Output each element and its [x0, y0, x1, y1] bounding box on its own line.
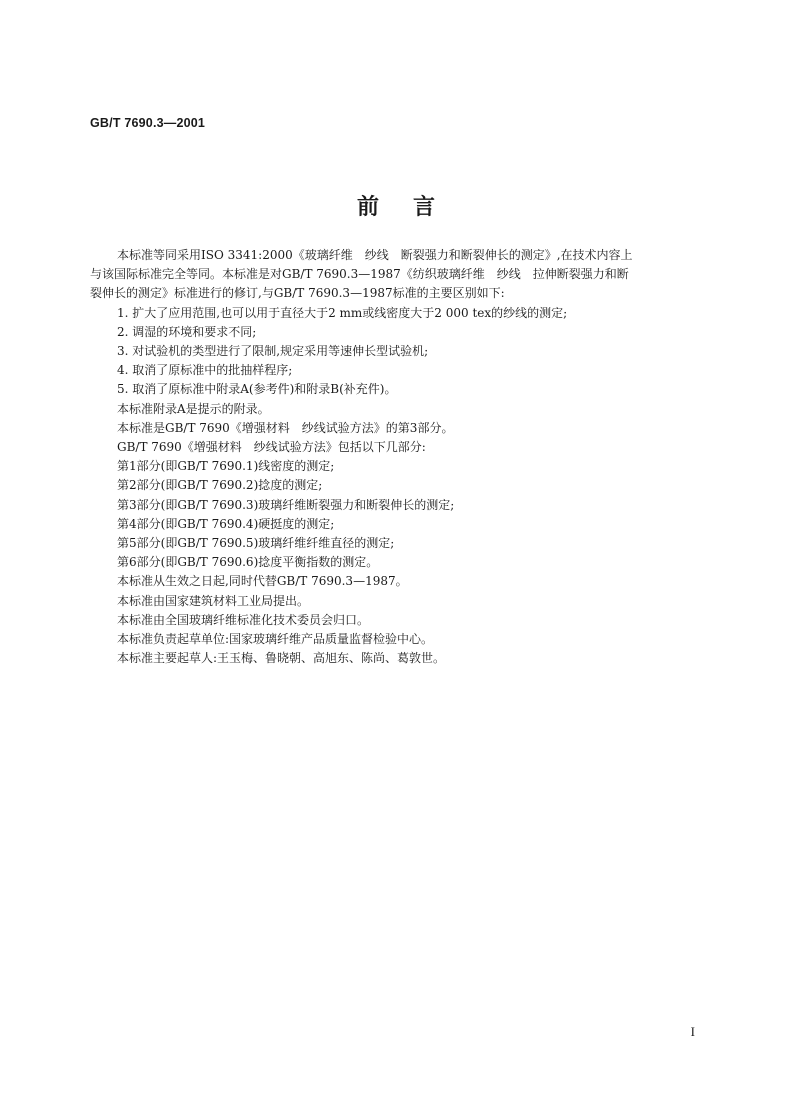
intro-line-3: 裂伸长的测定》标准进行的修订,与GB/T 7690.3—1987标准的主要区别如下: [90, 286, 505, 301]
difference-item: 3. 对试验机的类型进行了限制,规定采用等速伸长型试验机; [117, 344, 429, 359]
closing-drafting-unit: 本标准负责起草单位:国家玻璃纤维产品质量监督检验中心。 [117, 632, 434, 647]
note-part-of: 本标准是GB/T 7690《增强材料 纱线试验方法》的第3部分。 [117, 420, 454, 435]
closing-drafters: 本标准主要起草人:王玉梅、鲁晓朝、高旭东、陈尚、葛敦世。 [117, 651, 446, 666]
note-parts-intro: GB/T 7690《增强材料 纱线试验方法》包括以下几部分: [117, 440, 426, 455]
standard-code: GB/T 7690.3—2001 [90, 116, 206, 130]
closing-committee: 本标准由全国玻璃纤维标准化技术委员会归口。 [117, 612, 370, 627]
intro-line-1: 本标准等同采用ISO 3341:2000《玻璃纤维 纱线 断裂强力和断裂伸长的测定》,在技术内容上 [117, 248, 633, 262]
note-appendix: 本标准附录A是提示的附录。 [117, 401, 270, 416]
closing-effective: 本标准从生效之日起,同时代替GB/T 7690.3—1987。 [117, 574, 408, 589]
difference-item: 2. 调湿的环境和要求不同; [117, 324, 257, 339]
foreword-body [90, 246, 703, 668]
difference-item: 1. 扩大了应用范围,也可以用于直径大于2 mm或线密度大于2 000 tex的纱线的测定; [117, 305, 568, 320]
closing-proposer: 本标准由国家建筑材料工业局提出。 [117, 593, 310, 608]
difference-item: 4. 取消了原标准中的批抽样程序; [117, 363, 293, 378]
part-item: 第3部分(即GB/T 7690.3)玻璃纤维断裂强力和断裂伸长的测定; [117, 497, 455, 512]
difference-item: 5. 取消了原标准中附录A(参考件)和附录B(补充件)。 [117, 382, 397, 397]
part-item: 第1部分(即GB/T 7690.1)线密度的测定; [117, 459, 335, 474]
part-item: 第5部分(即GB/T 7690.5)玻璃纤维纤维直径的测定; [117, 536, 395, 551]
part-item: 第6部分(即GB/T 7690.6)捻度平衡指数的测定。 [117, 555, 379, 570]
part-item: 第4部分(即GB/T 7690.4)硬挺度的测定; [117, 516, 335, 531]
part-item: 第2部分(即GB/T 7690.2)捻度的测定; [117, 478, 323, 493]
page-title: 前言 [356, 194, 469, 220]
page-number: I [690, 1024, 695, 1039]
intro-line-2: 与该国际标准完全等同。本标准是对GB/T 7690.3—1987《纺织玻璃纤维 纱线 拉伸断裂强力和断 [90, 267, 629, 282]
